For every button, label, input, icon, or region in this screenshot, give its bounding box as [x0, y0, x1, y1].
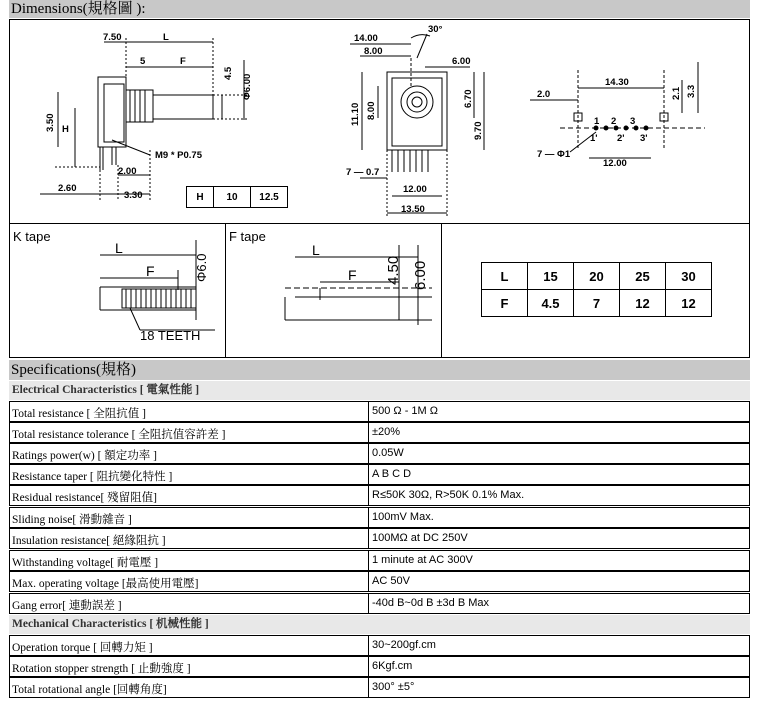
table-row: [9, 677, 750, 698]
table-row: [9, 464, 750, 485]
dim-front-6-70: 6.70: [463, 89, 474, 108]
pcb-pin-label: 2': [617, 133, 625, 144]
mechanical-header: Mechanical Characteristics [ 机械性能 ]: [9, 615, 750, 634]
lf-cell: 30: [666, 263, 712, 290]
dim-side-2-00: 2.00: [118, 166, 137, 177]
spec-key: Operation torque [ 回轉力矩 ]: [12, 642, 153, 654]
dim-side-H: H: [62, 124, 69, 135]
dim-front-7-0-7: 7 — 0.7: [346, 167, 380, 178]
lf-cell: 4.5: [528, 290, 574, 317]
lf-cell: 20: [574, 263, 620, 290]
spec-key: Resistance taper [ 阻抗變化特性 ]: [12, 471, 173, 483]
table-row: [9, 593, 750, 614]
dim-pcb-12-00: 12.00: [603, 158, 627, 169]
f-tape-label: F tape: [229, 229, 266, 244]
f-tape-F: F: [348, 267, 357, 283]
dim-side-3-30: 3.30: [124, 190, 143, 201]
dim-front-30deg: 30°: [428, 24, 443, 35]
table-row: [9, 656, 750, 677]
table-row: [9, 571, 750, 592]
dim-side-7-50: 7.50: [103, 32, 122, 43]
spec-key: Max. operating voltage [最高使用電壓]: [12, 578, 199, 590]
spec-value: 0.05W: [372, 447, 404, 459]
spec-key: Gang error[ 連動誤差 ]: [12, 600, 122, 612]
dim-front-9-70: 9.70: [473, 121, 484, 140]
table-row: [9, 507, 750, 528]
lf-cell: F: [482, 290, 528, 317]
spec-value: R≤50K 30Ω, R>50K 0.1% Max.: [372, 489, 525, 501]
spec-value: -40d B~0d B ±3d B Max: [372, 597, 490, 609]
lf-cell: 15: [528, 263, 574, 290]
spec-value: AC 50V: [372, 575, 410, 587]
dim-side-L: L: [163, 32, 169, 43]
lf-cell: 7: [574, 290, 620, 317]
spec-key: Total resistance [ 全阻抗值 ]: [12, 408, 146, 420]
dim-front-8-00: 8.00: [364, 46, 383, 57]
specifications-title: Specifications(規格): [11, 362, 136, 378]
dim-pcb-2-0: 2.0: [537, 89, 551, 100]
pcb-pin-label: 1': [590, 133, 598, 144]
f-tape-4-50: 4.50: [385, 255, 402, 285]
k-tape-label: K tape: [13, 229, 51, 244]
f-tape-L: L: [312, 242, 320, 258]
k-tape-diameter: Φ6.0: [194, 253, 209, 282]
table-row: [9, 401, 750, 422]
dim-front-6-00: 6.00: [452, 56, 471, 67]
spec-value: ±20%: [372, 426, 401, 438]
spec-key: Withstanding voltage[ 耐電壓 ]: [12, 557, 159, 569]
pcb-pin-label: 2: [611, 116, 617, 127]
dim-side-thread: M9 * P0.75: [155, 150, 202, 161]
lf-cell: 25: [620, 263, 666, 290]
lf-cell: 12: [620, 290, 666, 317]
pcb-pin-label: 3: [630, 116, 636, 127]
dim-front-12-00: 12.00: [403, 184, 427, 195]
lf-cell: L: [482, 263, 528, 290]
spec-value: 6Kgf.cm: [372, 660, 413, 672]
table-row: [9, 485, 750, 506]
table-row: [9, 635, 750, 656]
table-row: [9, 528, 750, 549]
spec-key: Residual resistance[ 殘留阻值]: [12, 492, 157, 504]
dim-pcb-3-3: 3.3: [686, 84, 697, 98]
dim-side-3-50: 3.50: [45, 113, 56, 132]
k-tape-teeth: 18 TEETH: [140, 328, 201, 343]
spec-key: Total resistance tolerance [ 全阻抗值容許差 ]: [12, 429, 226, 441]
dim-pcb-14-30: 14.30: [605, 77, 629, 88]
k-tape-L: L: [115, 240, 123, 256]
spec-value: 30~200gf.cm: [372, 639, 436, 651]
h-table-cell: 12.5: [251, 187, 288, 208]
dim-front-14-00: 14.00: [354, 33, 378, 44]
f-tape-6-00: 6.00: [412, 260, 429, 290]
dim-side-5: 5: [140, 56, 146, 67]
dim-side-F: F: [180, 56, 186, 67]
spec-value: 300° ±5°: [372, 681, 415, 693]
pcb-pin-label: 3': [640, 133, 648, 144]
spec-key: Ratings power(w) [ 額定功率 ]: [12, 450, 158, 462]
dim-front-11-10: 11.10: [350, 102, 361, 126]
spec-value: 500 Ω - 1M Ω: [372, 405, 438, 417]
l-f-table: [481, 262, 712, 317]
spec-value: 100MΩ at DC 250V: [372, 532, 468, 544]
h-table-cell: 10: [214, 187, 251, 208]
pcb-pin-label: 1: [594, 116, 600, 127]
lf-cell: 12: [666, 290, 712, 317]
dim-front-13-50: 13.50: [401, 204, 425, 215]
dim-side-4-5: 4.5: [223, 66, 234, 80]
dim-pcb-2-1: 2.1: [671, 86, 682, 100]
spec-value: A B C D: [372, 468, 412, 480]
table-row: [9, 422, 750, 443]
spec-key: Insulation resistance[ 絕緣阻抗 ]: [12, 535, 166, 547]
spec-key: Total rotational angle [回轉角度]: [12, 684, 167, 696]
spec-value: 1 minute at AC 300V: [372, 554, 473, 566]
dim-side-2-60: 2.60: [58, 183, 77, 194]
electrical-header: Electrical Characteristics [ 電氣性能 ]: [9, 381, 750, 400]
spec-value: 100mV Max.: [372, 511, 434, 523]
table-row: [9, 443, 750, 464]
dim-side-phi6: Φ6.00: [242, 73, 253, 100]
table-row: [9, 550, 750, 571]
spec-key: Rotation stopper strength [ 止動強度 ]: [12, 663, 191, 675]
dim-pcb-holes: 7 — Φ1: [537, 149, 571, 160]
h-table-cell: H: [187, 187, 214, 208]
spec-key: Sliding noise[ 滑動雜音 ]: [12, 514, 132, 526]
k-tape-F: F: [146, 263, 155, 279]
dim-front-8-00-v: 8.00: [366, 101, 377, 120]
dimensions-title: Dimensions(規格圖 ):: [11, 1, 146, 17]
specifications-title-bar: [9, 360, 750, 380]
